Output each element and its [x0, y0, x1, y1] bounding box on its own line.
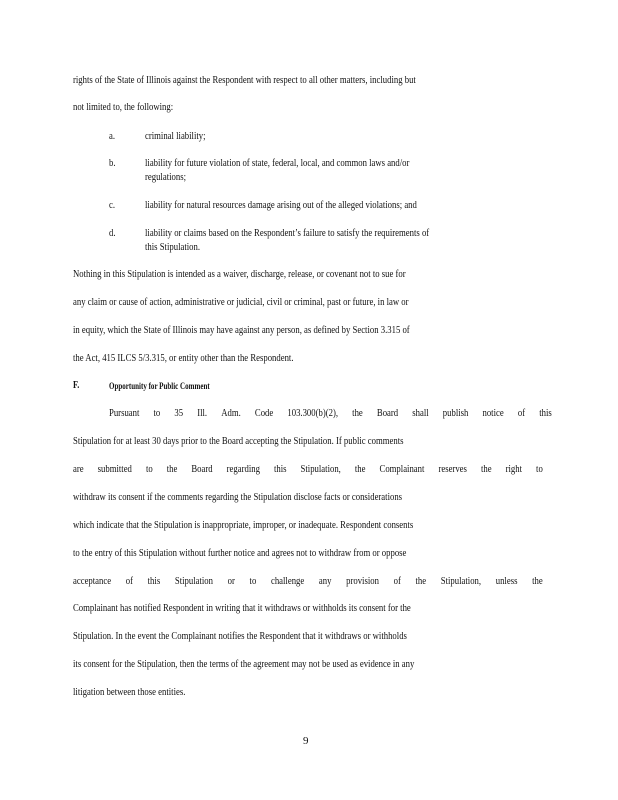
item-c-marker: c.: [109, 200, 116, 211]
item-d-marker: d.: [109, 228, 116, 239]
paragraph2-line-7: [73, 575, 543, 588]
justified-word: notice: [482, 408, 504, 419]
justified-word: challenge: [270, 576, 305, 587]
section-title: Opportunity for Public Comment: [109, 381, 210, 391]
item-a-text: criminal liability;: [145, 131, 206, 142]
intro-line-1: rights of the State of Illinois against the Respondent with respect to all other matters, including but: [73, 75, 416, 86]
justified-word: this: [539, 408, 552, 419]
justified-word: of: [393, 576, 401, 587]
justified-word: this: [147, 576, 161, 587]
justified-word: are: [73, 464, 84, 475]
page-number: 9: [303, 735, 309, 747]
item-a-marker: a.: [109, 131, 116, 142]
justified-word: shall: [412, 408, 429, 419]
item-b-marker: b.: [109, 158, 116, 169]
justified-word: the: [415, 576, 427, 587]
justified-word: publish: [442, 408, 469, 419]
paragraph1-line-1: Nothing in this Stipulation is intended as a waiver, discharge, release, or covenant not to sue for: [73, 269, 406, 280]
justified-word: any: [318, 576, 332, 587]
justified-word: the: [532, 576, 543, 587]
paragraph1-line-4: the Act, 415 ILCS 5/3.315, or entity other than the Respondent.: [73, 353, 294, 364]
paragraph2-line-5: which indicate that the Stipulation is inappropriate, improper, or inadequate. Respondent consents: [73, 520, 414, 531]
justified-word: Stipulation: [174, 576, 213, 587]
paragraph2-line-11: litigation between those entities.: [73, 687, 186, 698]
justified-word: the: [354, 464, 366, 475]
justified-word: right: [505, 464, 523, 475]
justified-word: this: [273, 464, 287, 475]
paragraph2-line-8: Complainant has notified Respondent in writing that it withdraws or withholds its consent for the: [73, 603, 411, 614]
justified-word: acceptance: [73, 576, 112, 587]
paragraph2-line-1: [109, 407, 552, 420]
justified-word: Stipulation,: [300, 464, 341, 475]
justified-word: or: [227, 576, 235, 587]
justified-word: regarding: [226, 464, 260, 475]
paragraph2-line-4: withdraw its consent if the comments regarding the Stipulation disclose facts or considerations: [73, 492, 403, 503]
justified-word: unless: [495, 576, 518, 587]
intro-line-2: not limited to, the following:: [73, 102, 174, 113]
paragraph2-line-2: Stipulation for at least 30 days prior to the Board accepting the Stipulation. If public comments: [73, 436, 404, 447]
justified-word: to: [536, 464, 543, 475]
item-d-text-line-2: this Stipulation.: [145, 242, 201, 253]
justified-word: of: [125, 576, 133, 587]
justified-word: Pursuant: [109, 408, 140, 419]
justified-word: provision: [346, 576, 379, 587]
justified-word: submitted: [97, 464, 132, 475]
justified-word: the: [166, 464, 178, 475]
justified-word: Stipulation,: [440, 576, 482, 587]
item-d-text-line-1: liability or claims based on the Respondent’s failure to satisfy the requirements of: [145, 228, 430, 239]
justified-word: to: [145, 464, 153, 475]
item-b-text-line-1: liability for future violation of state, federal, local, and common laws and/or: [145, 158, 410, 169]
paragraph1-line-2: any claim or cause of action, administrative or judicial, civil or criminal, past or future, in law or: [73, 297, 409, 308]
paragraph2-line-3: [73, 463, 543, 476]
justified-word: Code: [254, 408, 274, 419]
justified-word: 103.300(b)(2),: [287, 408, 339, 419]
justified-word: Board: [191, 464, 213, 475]
justified-word: Board: [376, 408, 399, 419]
justified-word: Adm.: [221, 408, 241, 419]
section-letter: F.: [73, 380, 80, 391]
justified-word: Ill.: [197, 408, 208, 419]
justified-word: Complainant: [379, 464, 425, 475]
item-c-text: liability for natural resources damage arising out of the alleged violations; and: [145, 200, 417, 211]
justified-word: reserves: [438, 464, 467, 475]
justified-word: of: [517, 408, 526, 419]
justified-word: the: [480, 464, 492, 475]
justified-word: the: [352, 408, 363, 419]
justified-word: 35: [174, 408, 184, 419]
justified-word: to: [249, 576, 257, 587]
paragraph2-line-9: Stipulation. In the event the Complainant notifies the Respondent that it withdraws or withholds: [73, 631, 407, 642]
justified-word: to: [153, 408, 161, 419]
paragraph2-line-10: its consent for the Stipulation, then the terms of the agreement may not be used as evidence in any: [73, 659, 415, 670]
item-b-text-line-2: regulations;: [145, 172, 187, 183]
paragraph1-line-3: in equity, which the State of Illinois may have against any person, as defined by Section 3.315 of: [73, 325, 410, 336]
paragraph2-line-6: to the entry of this Stipulation without further notice and agrees not to withdraw from or oppose: [73, 548, 407, 559]
